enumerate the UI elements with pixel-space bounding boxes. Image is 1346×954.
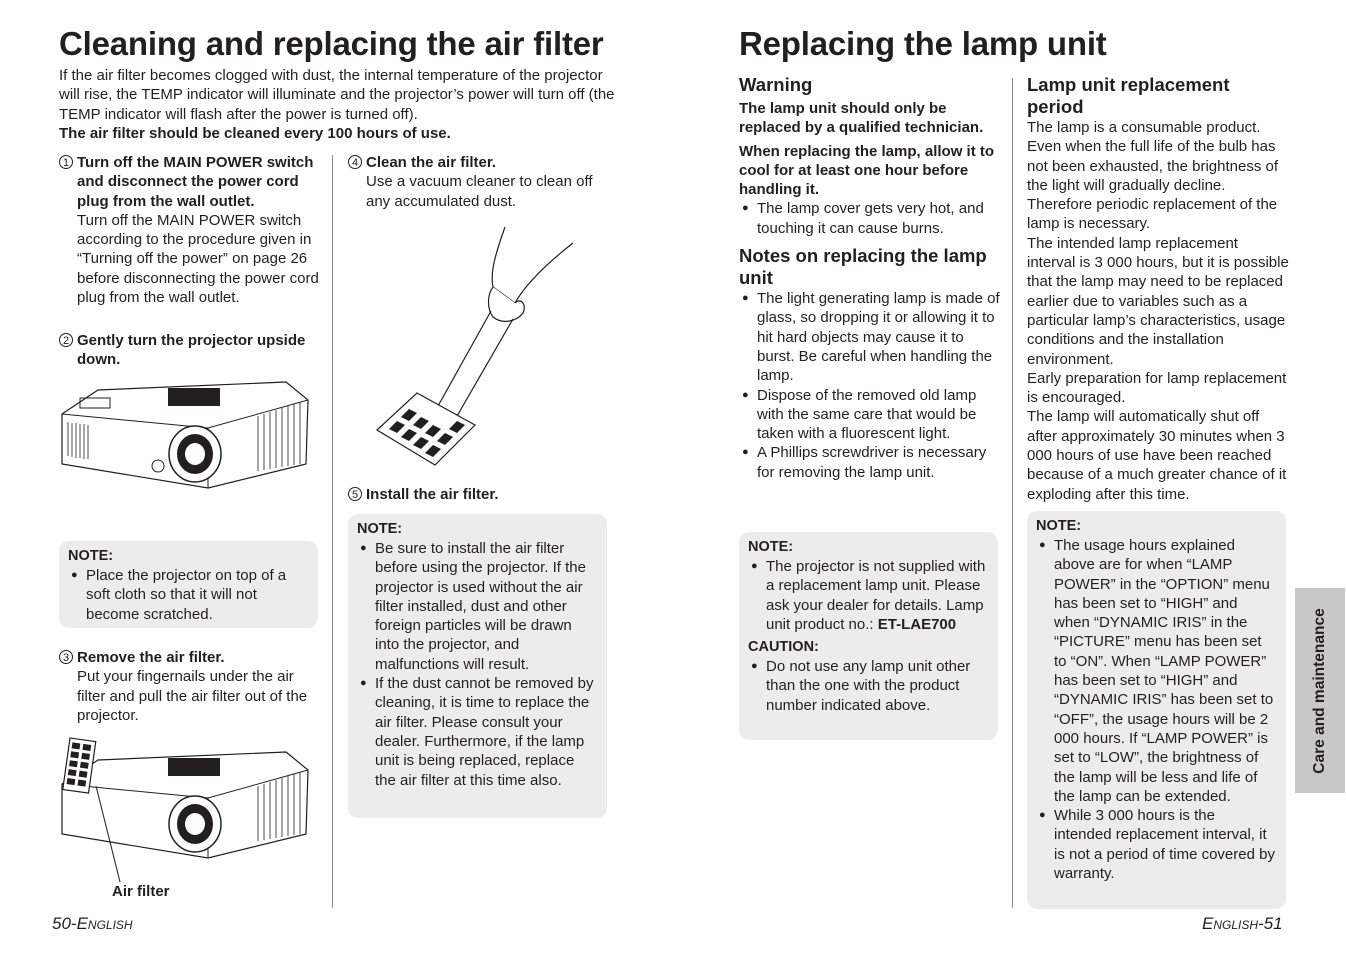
note-item: ● While 3 000 hours is the intended replacement interval, it is not a period of time covered by warranty. [1036,806,1276,883]
step-number: 1 [59,155,73,169]
step-heading: Clean the air filter. [366,154,497,171]
step-heading: Turn off the MAIN POWER switch and disconnect the power cord plug from the wall outlet. [77,154,314,210]
period-p4: The lamp will automatically shut off after approximately 30 minutes when 3 000 hours of use have been reached because of a much greater chance of it exploding after this time. [1027,408,1287,503]
right-page-number [1202,914,1283,934]
step-body: Put your fingernails under the air filter and pull the air filter out of the projector. [77,668,308,724]
page-language: English [1202,914,1259,933]
step-heading: Gently turn the projector upside down. [77,332,306,369]
note-label: NOTE: [357,521,403,537]
right-page-title: Replacing the lamp unit [739,25,1107,62]
step-number: 2 [59,333,73,347]
note-item: ● The usage hours explained above are for when “LAMP POWER” in the “OPTION” menu has been set to “HIGH” and when “DYNAMIC IRIS” in the “PICTURE” menu has been set to “ON”. When “LAMP POWER” has been set to “HIGH” and “DYNAMIC IRIS” has been set to “OFF”, the usage hours will be 2 000 hours. If “LAMP POWER” is set to “LOW”, the brightness of the lamp will be less and life of the lamp can be extended. [1036,536,1276,806]
note-label: NOTE: [68,548,114,564]
period-p1: The lamp is a consumable product. Even when the full life of the bulb has not been exhausted, the brightness of the light will gradually decline. Therefore periodic replacement of the lamp is necessary. [1027,119,1279,233]
note-box-3 [1027,511,1286,909]
step-5 [348,485,598,504]
intro-text: If the air filter becomes clogged with dust, the internal temperature of the projector will rise, the TEMP indicator will illuminate and the projector’s power will turn off (the TEMP indicator will flash after the power is turned off). [59,67,615,123]
note-box-1 [59,541,318,628]
page-number-value: -51 [1258,914,1283,933]
step-1 [59,153,321,307]
note-box-2 [348,514,607,818]
column-divider-right [1012,78,1013,908]
note-text: The projector is not supplied with a replacement lamp unit. Please ask your dealer for details. Lamp unit product no.: [766,558,986,633]
note-item: ● Place the projector on top of a soft cloth so that it will not become scratched. [68,566,308,624]
step-number: 4 [348,155,362,169]
vacuum-cleaning-illustration [375,225,580,470]
period-p3: Early preparation for lamp replacement is encouraged. [1027,369,1287,407]
step-4 [348,153,598,211]
product-number: ET-LAE700 [877,615,957,633]
intro [59,66,619,143]
warning-p1: The lamp unit should only be replaced by a qualified technician. [739,100,984,137]
section-side-tab [1295,588,1345,793]
notes-item: ● A Phillips screwdriver is necessary for removing the lamp unit. [739,443,1001,482]
note-item [748,557,988,634]
step-body: Use a vacuum cleaner to clean off any accumulated dust. [366,173,593,210]
note-label: NOTE: [748,539,794,555]
step-2 [59,331,321,370]
step-body: Turn off the MAIN POWER switch according to the procedure given in “Turning off the power” on page 26 before disconnecting the power cord plug from the wall outlet. [77,211,319,307]
notes-item: ● Dispose of the removed old lamp with the same care that would be taken with a fluorescent light. [739,386,1001,444]
note-label: NOTE: [1036,518,1082,534]
step-number: 5 [348,487,362,501]
page-language: English [76,914,133,933]
caution-label: CAUTION: [748,639,819,656]
step-heading: Install the air filter. [366,486,499,503]
air-filter-label: Air filter [112,883,170,900]
column-divider-left [332,155,333,908]
projector-filter-removal-illustration [58,734,310,884]
page-number-value: 50- [52,914,77,933]
warning-item: ● The lamp cover gets very hot, and touching it can cause burns. [739,199,1001,238]
projector-upside-down-illustration [58,376,310,491]
period-p2: The intended lamp replacement interval is 3 000 hours, but it is possible that the lamp may need to be replaced earlier due to variables such as a particular lamp’s characteristics, usage conditions and the installation environment. [1027,234,1289,368]
warning-section [739,74,1001,482]
notes-heading: Notes on replacing the lamp unit [739,245,987,289]
caution-item: ● Do not use any lamp unit other than the one with the product number indicated above. [748,657,988,715]
step-number: 3 [59,650,73,664]
notes-item: ● The light generating lamp is made of glass, so dropping it or allowing it to hit hard objects may cause it to burst. Be careful when handling the lamp. [739,289,1001,385]
note-item: ● Be sure to install the air filter before using the projector. If the projector is used without the air filter installed, dust and other foreign particles will be drawn into the projector, and malfunctions will result. [357,539,597,674]
left-page-number [52,914,133,934]
note-box-lamp [739,532,998,740]
warning-heading: Warning [739,74,813,95]
warning-p2: When replacing the lamp, allow it to cool for at least one hour before handling it. [739,142,995,199]
side-tab-label: Care and maintenance [1311,607,1328,774]
intro-bold: The air filter should be cleaned every 100 hours of use. [59,124,451,142]
left-page-title: Cleaning and replacing the air filter [59,25,604,62]
step-3 [59,648,321,725]
note-item: ● If the dust cannot be removed by cleaning, it is time to replace the air filter. Please consult your dealer. Furthermore, if the lamp unit is being replaced, replace the air filter at this time also. [357,674,597,790]
step-heading: Remove the air filter. [77,649,225,666]
period-heading: Lamp unit replacement period [1027,74,1230,117]
replacement-period-section [1027,74,1289,504]
